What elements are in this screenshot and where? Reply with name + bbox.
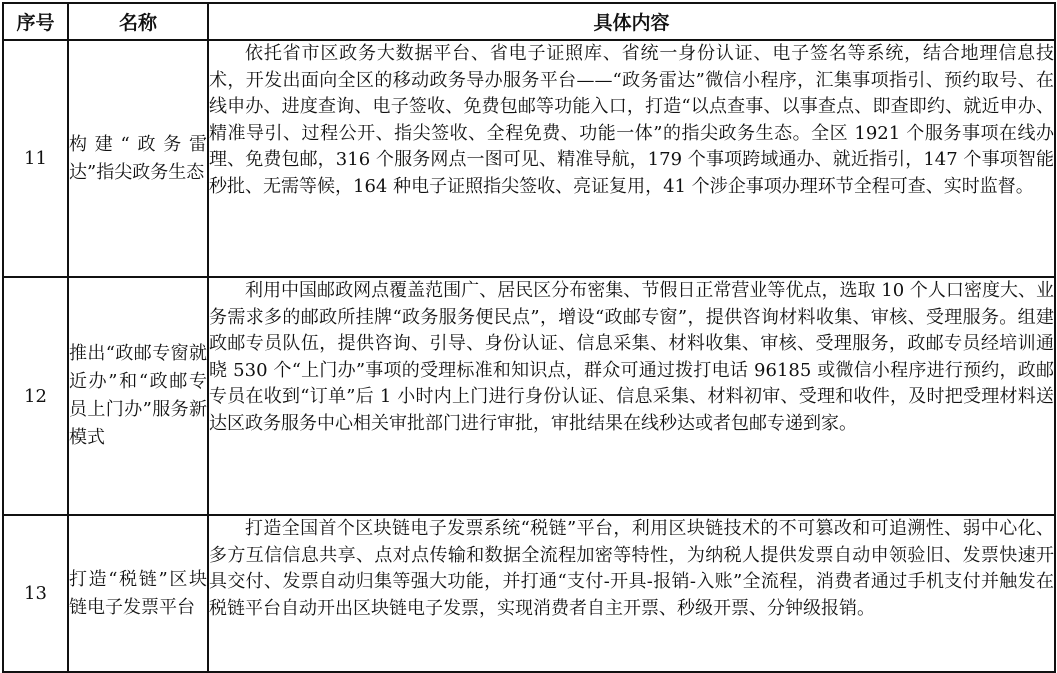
header-name: 名称	[68, 3, 208, 40]
header-row	[3, 3, 1055, 40]
row-name: 构建“政务雷达”指尖政务生态	[68, 40, 208, 277]
table-row	[3, 40, 1055, 277]
header-content: 具体内容	[208, 3, 1055, 40]
row-name: 推出“政邮专窗就近办”和“政邮专员上门办”服务新模式	[68, 277, 208, 515]
table-row	[3, 277, 1055, 515]
header-no: 序号	[3, 3, 68, 40]
row-number: 13	[3, 515, 68, 672]
row-content: 利用中国邮政网点覆盖范围广、居民区分布密集、节假日正常营业等优点，选取 10 个人口密度大、业务需求多的邮政所挂牌“政务服务便民点”，增设“政邮专窗”，提供咨询材料收集、审核、受理服务。组建政邮专员队伍，提供咨询、引导、身份认证、信息采集、材料收集、审核、受理服务，政邮专员经培训通晓 530 个“上门办”事项的受理标准和知识点，群众可通过拨打电话 96185 或微信小程序进行预约，政邮专员在收到“订单”后 1 小时内上门进行身份认证、信息采集、材料初审、受理和收件，及时把受理材料送达区政务服务中心相关审批部门进行审批，审批结果在线秒达或者包邮专递到家。	[208, 277, 1055, 515]
row-content: 依托省市区政务大数据平台、省电子证照库、省统一身份认证、电子签名等系统，结合地理信息技术，开发出面向全区的移动政务导办服务平台——“政务雷达”微信小程序，汇集事项指引、预约取号、在线申办、进度查询、电子签收、免费包邮等功能入口，打造“以点查事、以事查点、即查即约、就近申办、精准导引、过程公开、指尖签收、全程免费、功能一体”的指尖政务生态。全区 1921 个服务事项在线办理、免费包邮，316 个服务网点一图可见、精准导航，179 个事项跨域通办、就近指引，147 个事项智能秒批、无需等候，164 种电子证照指尖签收、亮证复用，41 个涉企事项办理环节全程可查、实时监督。	[208, 40, 1055, 277]
row-number: 12	[3, 277, 68, 515]
policy-table	[2, 2, 1056, 673]
row-content: 打造全国首个区块链电子发票系统“税链”平台，利用区块链技术的不可篡改和可追溯性、弱中心化、多方互信信息共享、点对点传输和数据全流程加密等特性，为纳税人提供发票自动申领验旧、发票快速开具交付、发票自动归集等强大功能，并打通“支付-开具-报销-入账”全流程，消费者通过手机支付并触发在税链平台自动开出区块链电子发票，实现消费者自主开票、秒级开票、分钟级报销。	[208, 515, 1055, 672]
row-name: 打造“税链”区块链电子发票平台	[68, 515, 208, 672]
row-number: 11	[3, 40, 68, 277]
table-header	[3, 3, 1055, 40]
table-row	[3, 515, 1055, 672]
